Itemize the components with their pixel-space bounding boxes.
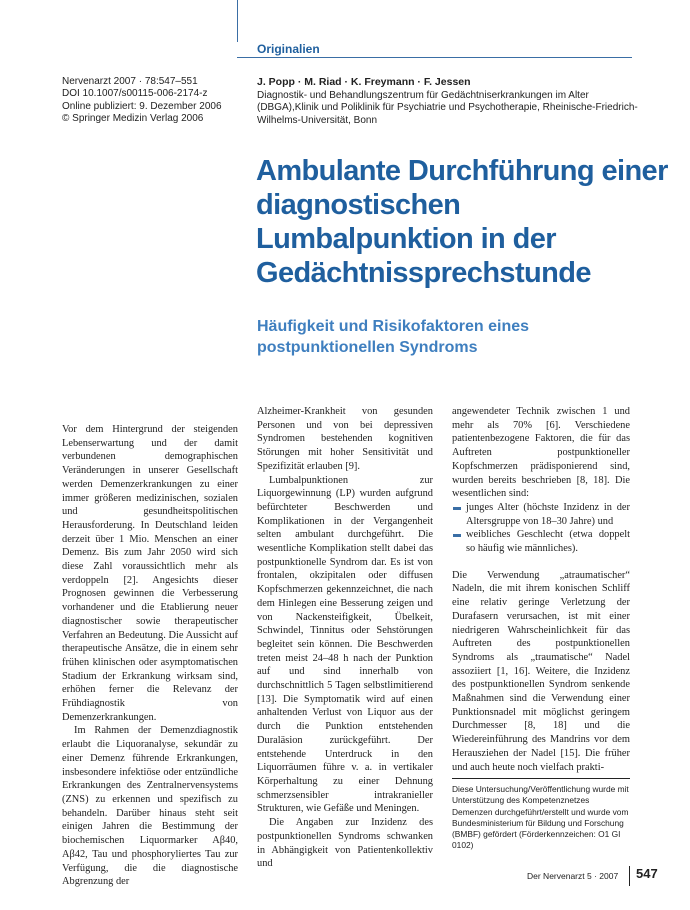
paragraph: Die Verwendung „atraumatischer“ Nadeln, die mit ihrem konischen Schliff eine relativ geringe Verletzung der Durafasern verursachen, ist mit einer niedrigeren Wahrscheinlichkeit für das Auftreten des postpunktionellen Syndroms als „traumatische“ Nadel assoziiert [1, 16]. Weitere, die Inzidenz des postpunktionellen Syndrom senkende Maßnahmen sind die Verwendung einer Punktionsnadel mit möglichst geringem Durchmesser [8, 18] und die Wiedereinführung des Mandrins vor dem Herausziehen der Nadel [15]. Die früher und auch heute noch vielfach prakti- — [452, 569, 630, 773]
bullet-marker-icon — [453, 534, 461, 537]
citation-journal: Nervenarzt 2007 · 78:547–551 — [62, 76, 198, 87]
page-number: 547 — [636, 866, 658, 881]
citation-online-date: Online publiziert: 9. Dezember 2006 — [62, 100, 222, 112]
footnote-rule — [452, 778, 630, 779]
section-label: Originalien — [257, 42, 320, 56]
paragraph: angewendeter Technik zwischen 1 und mehr als 70% [6]. Verschiedene patientenbezogene Faktoren, die für das Auftreten postpunktioneller Kopfschmerzen prädisponierend sind, wurden bereits beschrieben [8, 18]. Die wesentlichen sind: — [452, 406, 630, 500]
funding-note: Diese Untersuchung/Veröffentlichung wurde mit Unterstützung des Kompetenznetzes Demenzen durchgeführt/erstellt und wurde vom Bundesministerium für Bildung und Forschung (BMBF) gefördert (Förderkennzeichen: O1 GI 0102) — [452, 784, 629, 851]
bullet-marker-icon — [453, 507, 461, 510]
paragraph: Vor dem Hintergrund der steigenden Lebenserwartung und der damit verbundenen demographischen Veränderungen in unserer Gesellschaft werden Demenzerkrankungen zu einer immer größeren medizinischen, sozialen und gesundheitspolitischen Herausforderung. In Deutschland leiden derzeit über 1 Mio. Menschen an einer Demenz. Bis zum Jahr 2050 wird sich diese Zahl voraussichtlich mehr als verdoppeln [2]. Angesichts dieser Prognosen gewinnen die Verbesserung vorhandener und die Etablierung neuer diagnostischer sowie therapeutischer Verfahren an Bedeutung. Die Aussicht auf therapeutische Ansätze, die in einem sehr frühen klinischen oder asymptomatischen Stadium der Erkrankung wirksam sind, erhöhen ferner die Relevanz der Frühdiagnostik von Demenzerkrankungen. — [62, 424, 238, 723]
citation-doi: DOI 10.1007/s00115-006-2174-z — [62, 88, 208, 100]
body-column-2 — [257, 405, 433, 871]
citation-copyright: © Springer Medizin Verlag 2006 — [62, 113, 204, 125]
authors: J. Popp · M. Riad · K. Freymann · F. Jessen — [257, 76, 471, 88]
bullet-item — [452, 528, 630, 555]
article-title: Ambulante Durchführung einer diagnostischen Lumbalpunktion in der Gedächtnissprechstunde — [256, 155, 668, 289]
header-rule-vertical — [237, 0, 238, 42]
bullet-text: weibliches Geschlecht (etwa doppelt so häufig wie männliches). — [466, 529, 630, 555]
affiliation: Diagnostik- und Behandlungszentrum für Gedächtniserkrankungen im Alter (DBGA),Klinik und Poliklinik für Psychiatrie und Psychotherapie, Rheinische-Friedrich-Wilhelms-Universität, Bonn — [257, 90, 638, 126]
footer-divider — [629, 866, 630, 886]
footer-journal: Der Nervenarzt 5 · 2007 — [527, 871, 619, 881]
paragraph: Lumbalpunktionen zur Liquorgewinnung (LP) wurden aufgrund befürchteter Beschwerden und Komplikationen in der Vergangenheit selten ambulant durchgeführt. Die wesentliche Komplikation stellt dabei das postpunktionelle Syndrom dar. Es ist von frontalen, okzipitalen oder diffusen Kopfschmerzen gekennzeichnet, die nach dem Hinlegen eine Besserung zeigen und von Nackensteifigkeit, Übelkeit, Schwindel, Tinnitus oder Sehstörungen begleitet sein können. Die Beschwerden treten meist 24–48 h nach der Punktion auf und sind innerhalb von durchschnittlich 5 Tagen selbstlimitierend [13]. Die Symptomatik wird auf einen anhaltenden Verlust von Liquor aus der durch die Punktion entstehenden Duraläsion zurückgeführt. Der entstehende Unterdruck in den Liquorräumen führe v. a. in vertikaler Körperhaltung zu einer Dehnung schmerzsensibler intrakranieller Strukturen, wie Gefäße und Meningen. — [257, 474, 433, 815]
paragraph: Alzheimer-Krankheit von gesunden Personen und von bei depressiven Syndromen bestehenden kognitiven Störungen mit hoher Sensitivität und Spezifizität erlauben [9]. — [257, 406, 433, 472]
citation-block — [62, 76, 242, 126]
body-column-1 — [62, 423, 238, 889]
paragraph: Im Rahmen der Demenzdiagnostik erlaubt die Liquoranalyse, sekundär zu einer Demenz führende Erkrankungen, insbesondere infektiöse oder entzündliche Erkrankungen des Zentralnervensystems (ZNS) zu erkennen und spezifisch zu behandeln. Darüber hinaus steht seit einigen Jahren die Bestimmung der biochemischen Liquormarker Aβ40, Aβ42, Tau und phosphoryliertes Tau zur Verfügung, die die diagnostische Abgrenzung der — [62, 725, 238, 888]
header-rule-horizontal — [237, 57, 632, 58]
paragraph: Die Angaben zur Inzidenz des postpunktionellen Syndroms schwanken in Abhängigkeit von Patientenkollektiv und — [257, 817, 433, 870]
article-subtitle: Häufigkeit und Risikofaktoren eines postpunktionellen Syndroms — [257, 318, 530, 356]
bullet-item — [452, 501, 630, 528]
bullet-text: junges Alter (höchste Inzidenz in der Altersgruppe von 18–30 Jahre) und — [466, 501, 630, 527]
body-column-3 — [452, 405, 630, 774]
